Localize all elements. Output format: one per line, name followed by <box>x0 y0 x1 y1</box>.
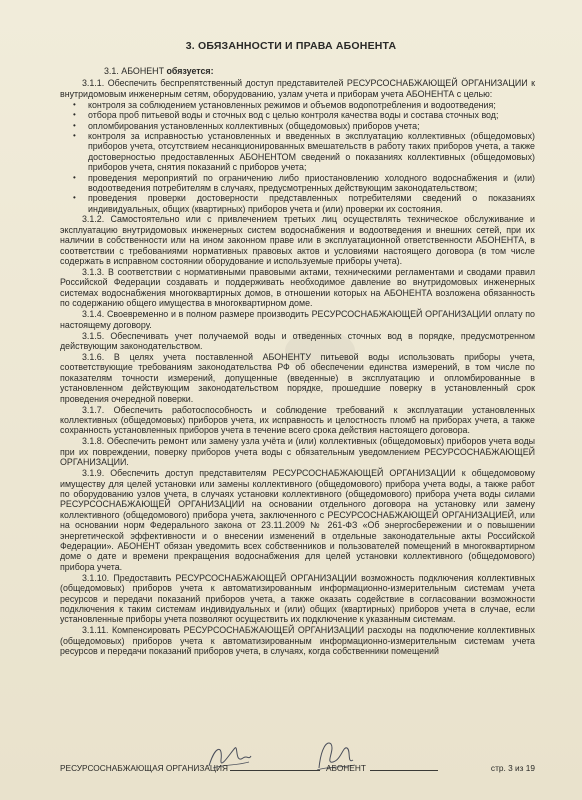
clause-label: АБОНЕНТ <box>121 66 164 76</box>
list-item-text: проведения проверки достоверности представленных потребителями сведений о показаниях индивидуальных, общих (квартирных) приборов учета и (или) проверки их состояния. <box>88 193 535 214</box>
paragraph-3-1-8: 3.1.8. Обеспечить ремонт или замену узла учёта и (или) коллективных (общедомовых) приборов учета воды при их повреждении, поверку приборов учета воды с обязательным уведомлением РЕСУРСОСНАБЖАЮЩЕЙ ОРГАНИЗАЦИИ. <box>60 436 535 468</box>
paragraph-3-1-10: 3.1.10. Предоставить РЕСУРСОСНАБЖАЮЩЕЙ ОРГАНИЗАЦИИ возможность подключения коллективных (общедомовых) приборов учета к автоматизированным информационно-измерительным системам учета ресурсов и передачи показаний приборов учета, а также оказать содействие в согласовании возможности подключения к таким системам индивидуальных и (или) общих (квартирных) приборов учета в случае, если установленные приборы учета позволяют осуществить их подключение к указанным системам. <box>60 572 535 625</box>
document-body <box>60 66 535 657</box>
footer-subscriber-label: АБОНЕНТ <box>325 763 366 773</box>
paragraph-3-1-3: 3.1.3. В соответствии с нормативными правовыми актами, техническими регламентами и сводами правил Российской Федерации создавать и поддерживать необходимое давление во внутридомовых инженерных системах водоснабжения многоквартирных домов, в отношении которых на АБОНЕНТА возложена обязанность по содержанию общего имущества в многоквартирном доме. <box>60 266 535 309</box>
bullet-icon: • <box>73 120 76 130</box>
section-heading: 3. ОБЯЗАННОСТИ И ПРАВА АБОНЕНТА <box>185 40 397 52</box>
page-footer <box>60 763 535 773</box>
paragraph-3-1-1: 3.1.1. Обеспечить беспрепятственный доступ представителей РЕСУРСОСНАБЖАЮЩЕЙ ОРГАНИЗАЦИИ к внутридомовым инженерным сетям, оборудованию, узлам учета и приборам учета АБОНЕНТА с целью: <box>60 78 535 99</box>
paragraph-3-1-2: 3.1.2. Самостоятельно или с привлечением третьих лиц осуществлять техническое обслуживание и эксплуатацию внутридомовых инженерных систем водоснабжения и водоотведения и внешних сетей, при их наличии в собственности или на ином законном праве или в эксплуатационной ответственности АБОНЕНТА, в соответствии с требованиями нормативных правовых актов и условиями настоящего договора (в том числе содержать в исправном состоянии оборудование и используемые приборы учета). <box>60 214 535 266</box>
bullet-icon: • <box>73 193 76 203</box>
page-number: стр. 3 из 19 <box>490 763 535 773</box>
list-item <box>60 193 535 214</box>
clause-3-1 <box>60 66 535 76</box>
list-item <box>60 100 535 110</box>
footer-org-label: РЕСУРСОСНАБЖАЮЩАЯ ОРГАНИЗАЦИЯ <box>60 763 228 773</box>
list-item <box>60 110 535 120</box>
paragraph-3-1-4: 3.1.4. Своевременно и в полном размере производить РЕСУРСОСНАБЖАЮЩЕЙ ОРГАНИЗАЦИИ оплату по настоящему договору. <box>60 309 535 330</box>
bullet-icon: • <box>73 110 76 120</box>
paragraph-3-1-5: 3.1.5. Обеспечивать учет получаемой воды и отведенных сточных вод в порядке, предусмотренном действующим законодательством. <box>60 330 535 351</box>
signature-line <box>230 769 320 771</box>
bullet-icon: • <box>73 99 76 109</box>
list-item-text: проведения мероприятий по ограничению либо приостановлению холодного водоснабжения и (или) водоотведения потребителям в случаях, предусмотренных действующим законодательством; <box>88 172 535 194</box>
paragraph-3-1-6: 3.1.6. В целях учета поставленной АБОНЕНТУ питьевой воды использовать приборы учета, соответствующие требованиям законодательства РФ об обеспечении единства измерений, в том числе по показателям точности измерений, допущенные (введенные) в эксплуатацию и опломбированные в установленном действующим законодательством порядке, прошедшие поверку в установленный срок проведения очередной поверки. <box>60 351 535 404</box>
bullet-icon: • <box>73 172 76 182</box>
bullet-list-3-1-1 <box>60 100 535 214</box>
paragraph-3-1-9: 3.1.9. Обеспечить доступ представителям РЕСУРСОСНАБЖАЮЩЕЙ ОРГАНИЗАЦИИ к общедомовому имуществу для целей установки или замены коллективного (общедомового) прибора учета воды, а также работ по оборудованию узлов учета, в случаях установки коллективного (общедомового) прибора учета воды силами РЕСУРСОСНАБЖАЮЩЕЙ ОРГАНИЗАЦИИ на основании отдельного договора на установку или замену коллективного (общедомового) прибора учета, заключенного с РЕСУРСОСНАБЖАЮЩЕЙ ОРГАНИЗАЦИЕЙ, или на основании норм Федерального закона от 23.11.2009 № 261-ФЗ «Об энергосбережении и о повышении энергетической эффективности и о внесении изменений в отдельные законодательные акты Российской Федерации». АБОНЕНТ обязан уведомить всех собственников и пользователей помещений в многоквартирном доме о дате и времени прекращения водоснабжения для целей установки коллективного (общедомового) прибора учета. <box>60 468 535 572</box>
clause-bold-text: обязуется: <box>166 66 214 76</box>
list-item <box>60 121 535 131</box>
list-item-text: контроля за исправностью установленных и введенных в эксплуатацию коллективных (общедомовых) приборов учета, отсутствием несанкционированных вмешательств в работу таких приборов учета, а также достоверностью предоставленных АБОНЕНТОМ сведений о показаниях коллективных (общедомовых) приборов учета, снятия показаний с приборов учета; <box>88 131 535 173</box>
list-item-text: опломбирования установленных коллективных (общедомовых) приборов учета; <box>88 120 420 131</box>
paragraph-3-1-7: 3.1.7. Обеспечить работоспособность и соблюдение требований к эксплуатации установленных коллективных (общедомовых) приборов учета, их исправность и целостность пломб на приборах учета, а также сохранность установленных приборов учета в течение всего срока действия настоящего договора. <box>60 404 535 436</box>
signature-line <box>370 769 438 771</box>
bullet-icon: • <box>73 131 76 141</box>
list-item <box>60 131 535 173</box>
list-item <box>60 173 535 194</box>
list-item-text: отбора проб питьевой воды и сточных вод с целью контроля качества воды и состава сточных вод; <box>88 110 499 121</box>
paragraph-3-1-11: 3.1.11. Компенсировать РЕСУРСОСНАБЖАЮЩЕЙ ОРГАНИЗАЦИИ расходы на подключение коллективных (общедомовых) приборов учета к автоматизированным информационно-измерительным системам учета ресурсов и передачи показаний приборов учета, в случаях, когда собственники помещений <box>60 625 535 657</box>
clause-number: 3.1. <box>104 66 119 76</box>
list-item-text: контроля за соблюдением установленных режимов и объемов водопотребления и водоотведения; <box>88 99 496 110</box>
